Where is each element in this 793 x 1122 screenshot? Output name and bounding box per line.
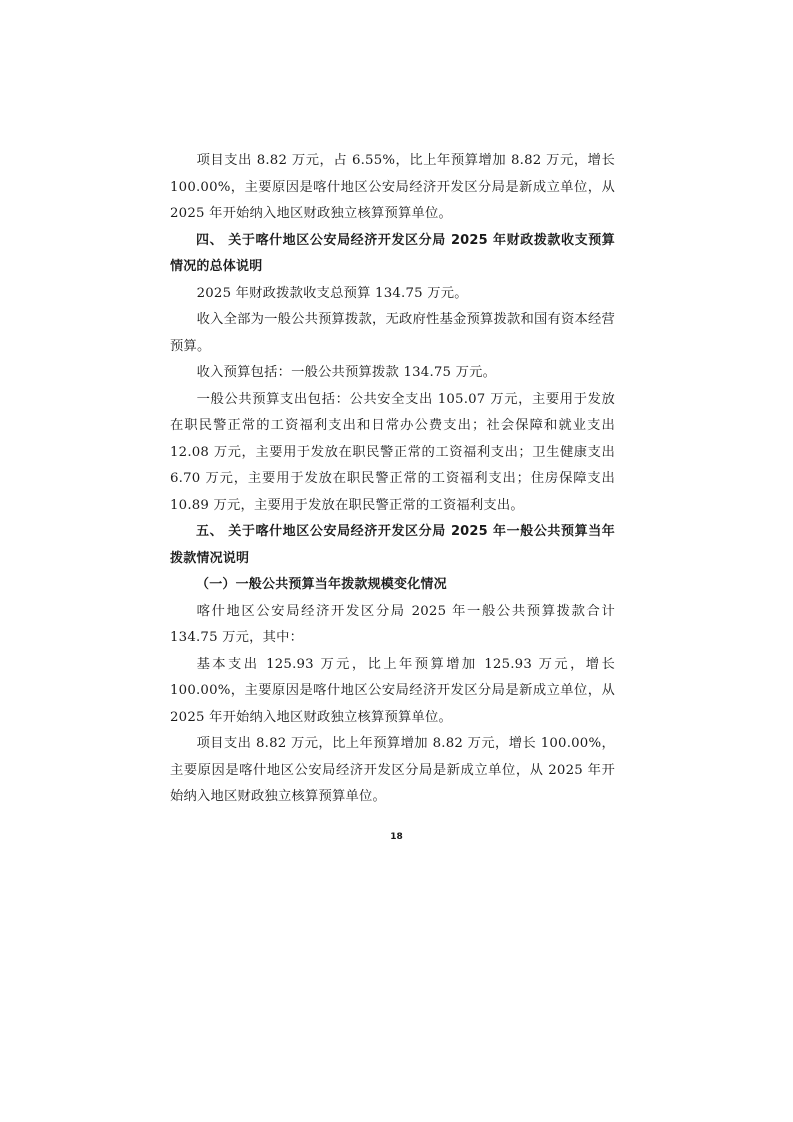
paragraph-public-expenditure: 一般公共预算支出包括：公共安全支出 105.07 万元，主要用于发放在职民警正常的工资福利支出和日常办公费支出；社会保障和就业支出 12.08 万元，主要用于发放在职民警正常的工资福利支出；卫生健康支出 6.70 万元，主要用于发放在职民警正常的工资福利支出；住房保障支出 10.89 万元，主要用于发放在职民警正常的工资福利支出。 — [170, 391, 615, 513]
paragraph-total-budget: 2025 年财政拨款收支总预算 134.75 万元。 — [196, 285, 468, 301]
subsection-heading-one: （一）一般公共预算当年拨款规模变化情况 — [196, 577, 447, 592]
paragraph-basic-expenditure: 基本支出 125.93 万元，比上年预算增加 125.93 万元，增长 100.00%，主要原因是喀什地区公安局经济开发区分局是新成立单位，从 2025 年开始纳入地区财政独立核算预算单位。 — [170, 656, 615, 725]
paragraph-project-expenditure-detail: 项目支出 8.82 万元，比上年预算增加 8.82 万元，增长 100.00%，主要原因是喀什地区公安局经济开发区分局是新成立单位，从 2025 年开始纳入地区财政独立核算预算单位。 — [170, 736, 615, 804]
section-heading-five: 五、 关于喀什地区公安局经济开发区分局 2025 年一般公共预算当年拨款情况说明 — [170, 524, 615, 566]
paragraph-appropriation-total: 喀什地区公安局经济开发区分局 2025 年一般公共预算拨款合计 134.75 万元，其中： — [170, 603, 615, 645]
paragraph-income-source: 收入全部为一般公共预算拨款，无政府性基金预算拨款和国有资本经营预算。 — [170, 312, 615, 354]
paragraph-project-expenditure: 项目支出 8.82 万元，占 6.55%，比上年预算增加 8.82 万元，增长 100.00%，主要原因是喀什地区公安局经济开发区分局是新成立单位，从 2025 年开始纳入地区财政独立核算预算单位。 — [170, 153, 615, 221]
paragraph-income-budget: 收入预算包括：一般公共预算拨款 134.75 万元。 — [196, 365, 497, 380]
document-body — [170, 148, 615, 811]
page-number: 18 — [390, 832, 403, 842]
section-heading-four: 四、 关于喀什地区公安局经济开发区分局 2025 年财政拨款收支预算情况的总体说明 — [170, 232, 615, 274]
